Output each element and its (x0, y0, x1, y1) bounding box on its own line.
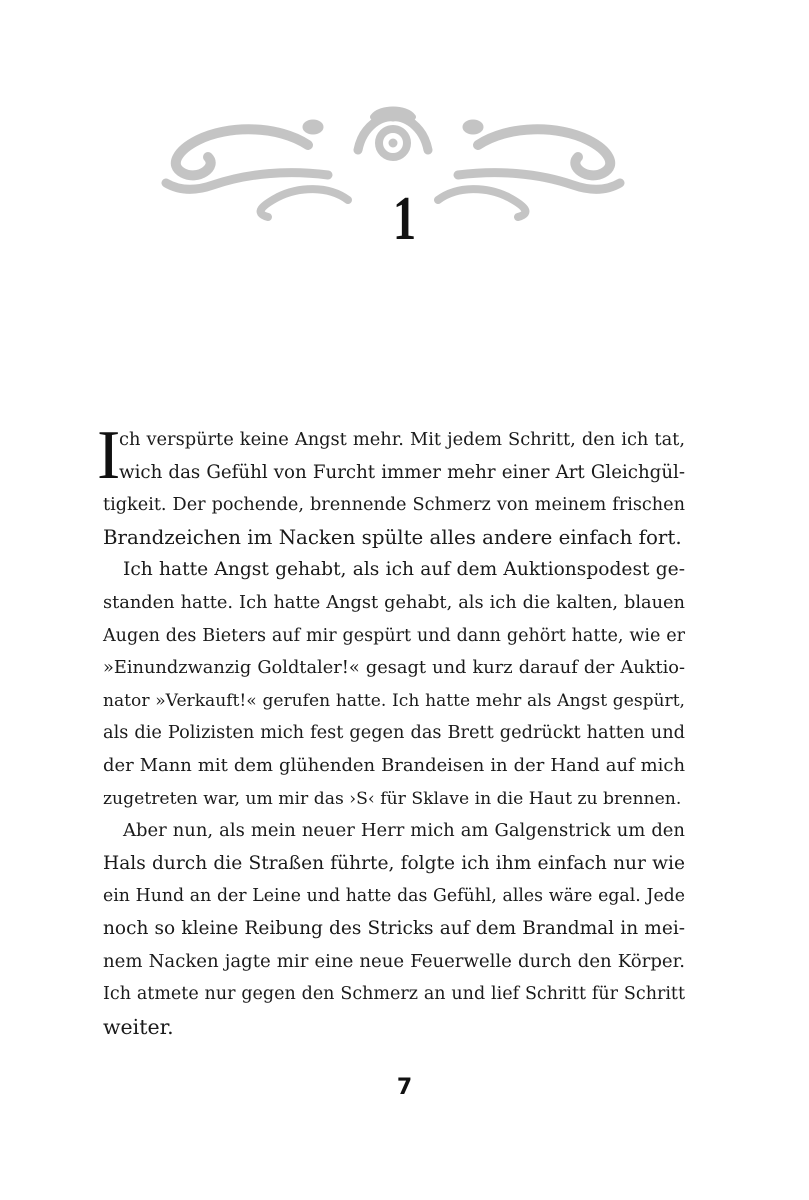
text-line: Ich hatte Angst gehabt, als ich auf dem Auktionspodest ge- (123, 559, 685, 581)
text-line: Ich atmete nur gegen den Schmerz an und lief Schritt für Schritt (103, 984, 685, 1005)
text-line: Augen des Bieters auf mir gespürt und dann gehört hatte, wie er (103, 625, 685, 646)
text-line: ein Hund an der Leine und hatte das Gefühl, alles wäre egal. Jede (103, 886, 685, 907)
text-line: tigkeit. Der pochende, brennende Schmerz von meinem frischen (103, 495, 685, 516)
text-line: noch so kleine Reibung des Stricks auf dem Brandmal in mei- (103, 917, 685, 939)
text-line: wich das Gefühl von Furcht immer mehr einer Art Gleichgül- (119, 461, 685, 483)
text-line: weiter. (103, 1014, 174, 1039)
text-line: ch verspürte keine Angst mehr. Mit jedem Schritt, den ich tat, (119, 429, 685, 450)
text-line: der Mann mit dem glühenden Brandeisen in der Hand auf mich (103, 754, 685, 776)
text-line: Aber nun, als mein neuer Herr mich am Galgenstrick um den (123, 820, 685, 842)
text-line: Hals durch die Straßen führte, folgte ich ihm einfach nur wie (103, 852, 685, 874)
chapter-number: 1 (392, 185, 417, 253)
text-line: nator »Verkauft!« gerufen hatte. Ich hatte mehr als Angst gespürt, (103, 690, 685, 711)
page-number: 7 (396, 1075, 413, 1100)
drop-cap: I (97, 417, 121, 494)
text-line: zugetreten war, um mir das ›S‹ für Sklave in die Haut zu brennen. (103, 788, 682, 809)
text-line: nem Nacken jagte mir eine neue Feuerwelle durch den Körper. (103, 950, 685, 972)
text-line: standen hatte. Ich hatte Angst gehabt, als ich die kalten, blauen (103, 592, 685, 613)
text-line: Brandzeichen im Nacken spülte alles andere einfach fort. (103, 525, 682, 549)
chapter-body-text (97, 417, 685, 1043)
text-line: »Einundzwanzig Goldtaler!« gesagt und kurz darauf der Auktio- (103, 658, 685, 679)
text-line: als die Polizisten mich fest gegen das Brett gedrückt hatten und (103, 723, 685, 744)
